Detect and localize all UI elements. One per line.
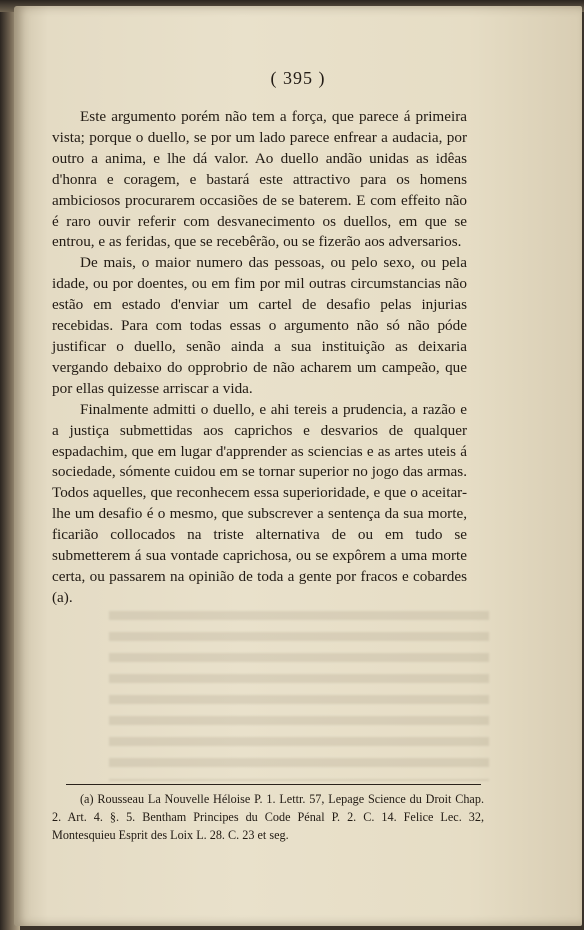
- paragraph-3: Finalmente admitti o duello, e ahi tereis a prudencia, a razão e a justiça submettidas aos caprichos e desvarios de qualquer espadachim, que em lugar d'apprender as sciencias e as artes uteis á sociedade, sómente cuidou em se tornar superior no jogo das armas. Todos aquelles, que reconhecem essa superioridade, e que o aceitar-lhe um desafio é o mesmo, que subscrever a sentença da sua morte, ficarião collocados na triste alternativa de ou em tudo se submetterem á sua vontade caprichosa, ou se expôrem a uma morte certa, ou passarem na opinião de toda a gente por fracos e cobardes (a).: [52, 400, 467, 606]
- page-number: ( 395 ): [270, 68, 326, 88]
- show-through-text: [109, 611, 489, 781]
- book-page: [14, 6, 582, 926]
- body-text: [52, 107, 467, 609]
- footnote: (a) Rousseau La Nouvelle Héloise P. 1. Lettr. 57, Lepage Science du Droit Chap. 2. Art. 4. §. 5. Bentham Principes du Code Pénal P. 2. C. 14. Felice Lec. 32, Montesquieu Esprit des Loix L. 28. C. 23 et seg.: [52, 792, 484, 842]
- paragraph-2: De mais, o maior numero das pessoas, ou pelo sexo, ou pela idade, ou por doentes, ou em fim por mil outras circumstancias não estão em estado d'enviar um cartel de desafio pelas injurias recebidas. Para com todas essas o argumento não só não póde justificar o duello, senão ainda a sua instituição as deixaria vergando debaixo do opprobrio de não acharem um campeão, que por ellas quizesse arriscar a vida.: [52, 254, 467, 397]
- footnote-rule: [66, 784, 481, 785]
- paragraph-1: Este argumento porém não tem a força, que parece á primeira vista; porque o duello, se por um lado parece enfrear a audacia, por outro a anima, e lhe dá valor. Ao duello andão unidas as idêas d'honra e coragem, e bastará este attractivo para os homens ambiciosos procurarem occasiões de se baterem. E com effeito não é raro ouvir referir com desvanecimento os duellos, em que se entrou, e as feridas, que se recebêrão, ou se fizerão aos adversarios.: [52, 108, 467, 251]
